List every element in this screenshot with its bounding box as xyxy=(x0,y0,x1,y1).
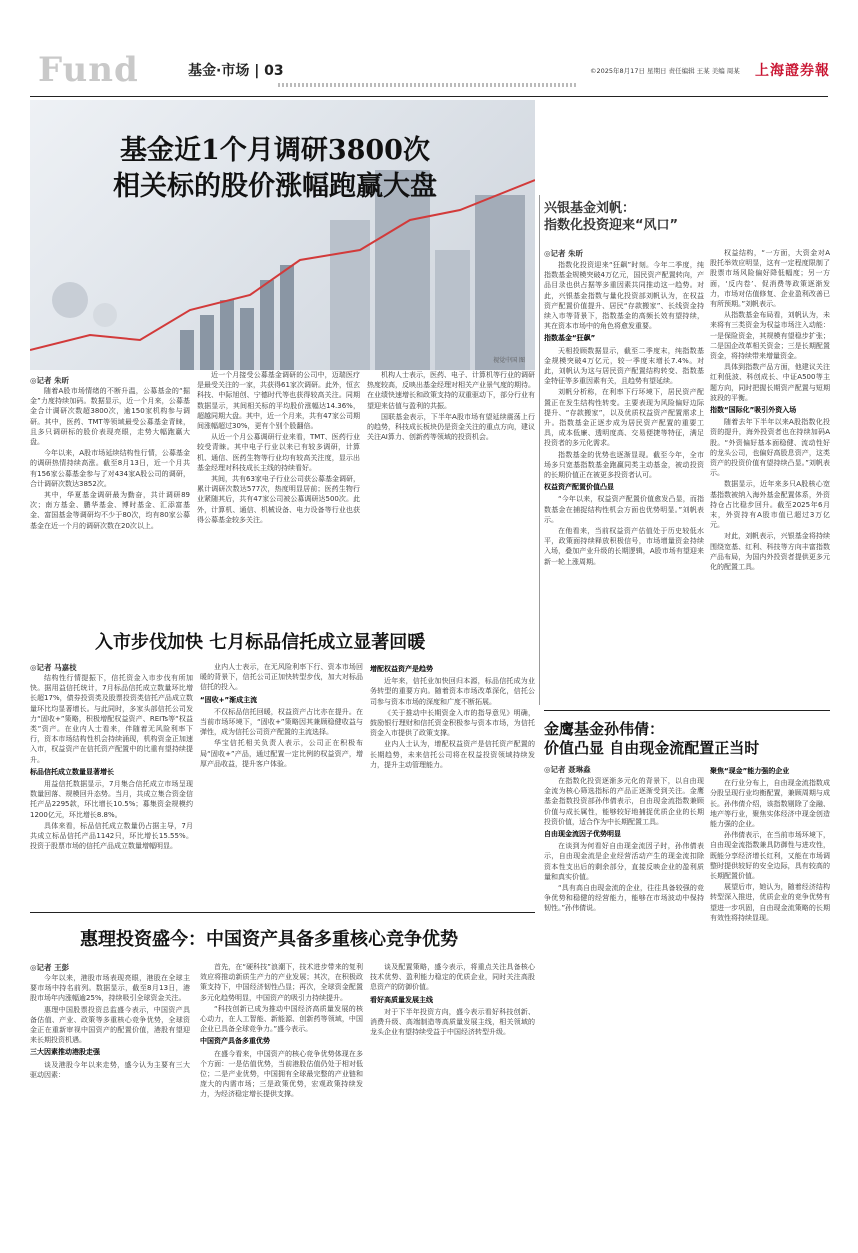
art5-col2: 首先，在“硬科技”浪潮下，技术进步带来的复利效应将推动新质生产力的产业发展；其次，在积极政策支持下，中国经济韧性凸显；再次，全球资金配置多元化趋势明显，中国资产的吸引力持续提升。 “科技创新已成为推动中国经济高质量发展的核心动力，在人工智能、新能源、创新药等领域，中国企业已具备全球竞争力。”盛今表示。 中国资产具备多重优势 在盛今看来，中国资产的核心竞争优势体现在多个方面：一是估值优势，当前港股估值仍处于相对低位；二是产业优势，中国拥有全球最完整的产业链和庞大的内需市场；三是政策优势，宏观政策持续发力，为经济稳定增长提供支撑。 xyxy=(200,963,363,1099)
art5-byline: ◎记者 王彭 xyxy=(30,963,70,972)
fund-logo: Fund xyxy=(38,50,139,90)
art1-byline: ◎记者 朱昕 xyxy=(30,376,70,385)
art4-top-rule xyxy=(544,710,830,711)
art1-col2: 近一个月接受公募基金调研的公司中，迈瑞医疗是最受关注的一家，共获得61家次调研。此外，恒玄科技、中际旭创、宁德时代等也获得较高关注。同期数据显示，其间相关标的平均股价涨幅达14.36%，超越同期大盘。其中，近一个月来，共有47家公司期间涨幅超过30%，更有个别个股翻倍。 从近一个月公募调研行业来看，TMT、医药行业较受青睐。其中电子行业以来已有较多调研，计算机、通信、医药生物等行业均有较高关注度，显示出基金经理对科技成长主线的持续看好。 其间，共有63家电子行业公司获公募基金调研，累计调研次数达577次，热度明显居前；医药生物行业紧随其后，共有47家公司被公募调研达500次。此外，计算机、通信、机械设备、电力设备等行业也获得公募基金较多关注。 xyxy=(197,371,360,524)
art1-col1: 随着A股市场情绪的不断升温，公募基金的“掘金”力度持续加码。数据显示，近一个月来，公募基金合计调研次数超3800次，逾150家机构参与调研。其中，医药、TMT等领域最受公募基金青睐，且多只调研标的股价表现亮眼，走势大幅跑赢大盘。 今年以来，A股市场延续结构性行情，公募基金的调研热情持续高涨。截至8月13日，近一个月共有156家公募基金参与了对434家A股公司的调研，合计调研次数达3852次。 其中，华夏基金调研最为勤奋，共计调研89次；南方基金、鹏华基金、博时基金、汇添富基金、富国基金等调研均不少于80次，均有80家公募基金在近一个月的调研次数在20次以上。 xyxy=(30,387,190,530)
art4-col2: 聚焦“现金”能力强的企业 在行业分布上，自由现金流指数成分股呈现行业均衡配置，兼顾周期与成长。孙伟倩介绍，该指数剔除了金融、地产等行业，聚焦实体经济中现金创造能力强的企业。 孙伟倩表示，在当前市场环境下，自由现金流指数兼具防御性与进攻性，既能分享经济增长红利，又能在市场调整时提供较好的安全边际，具有较高的长期配置价值。 展望后市，她认为，随着经济结构转型深入推进，优质企业的竞争优势有望进一步巩固，自由现金流策略的长期有效性将持续显现。 xyxy=(710,767,830,922)
art2-headline: 兴银基金刘帆： 指数化投资迎来“风口” xyxy=(544,201,679,233)
art3-byline: ◎记者 马嘉枝 xyxy=(30,663,77,672)
art5-col1: 今年以来，港股市场表现亮眼，港股在全球主要市场中持名前列。数据显示，截至8月13日，港股市场年内涨幅逾25%，持续吸引全球资金关注。 惠理中国股票投资总监盛今表示，中国资产具备估值、产业、政策等多重核心竞争优势，全球资金正在重新审视中国资产的配置价值，港股有望迎来长期投资机遇。 三大因素推动港股走强 谈及港股今年以来走势，盛今认为主要有三大驱动因素： xyxy=(30,974,190,1079)
art3-col1: 结构性行情提振下，信托资金入市步伐有所加快。据用益信托统计，7月标品信托成立数量环比增长超17%，债券投资类及股票投资类信托产品成立数量环比均显著增长。与此同时，多家头部信托公司发力“固收+”策略，积极增配权益资产、REITs等“权益类”资产。在业内人士看来，伴随着无风险利率下行，资本市场结构性机会持续涌现，机构资金正加速入市，权益资产在信托资产配置中的比重有望持续提升。 标品信托成立数量显著增长 用益信托数据显示，7月集合信托成立市场呈现数量回落、规模回升态势。当月，共成立集合资金信托产品2295款，环比增长10.5%；募集资金规模约1200亿元，环比增长8.8%。 具体来看，标品信托成立数量仍占据主导，7月共成立标品信托产品1142只，环比增长15.55%。投资于股票市场的信托产品成立数量增幅明显。 xyxy=(30,674,193,851)
art5-col3: 谈及配置策略，盛今表示，将重点关注具备核心技术优势、盈利能力稳定的优质企业，同时关注高股息资产的防御价值。 看好高质量发展主线 对于下半年投资方向，盛今表示看好科技创新、消费升级、高端制造等高质量发展主线，相关领域的龙头企业有望持续受益于中国经济转型升级。 xyxy=(370,963,535,1037)
art3-col3: 增配权益资产是趋势 近年来，信托业加快回归本源，标品信托成为业务转型的重要方向。随着资本市场改革深化，信托公司参与资本市场的深度和广度不断拓展。 《关于推动中长期资金入市的指导意见》明确，鼓励银行理财和信托资金积极参与资本市场，为信托资金入市提供了政策支撑。 业内人士认为，增配权益资产是信托资产配置的长期趋势，未来信托公司将在权益投资领域持续发力，提升主动管理能力。 xyxy=(370,665,535,769)
art2-byline: ◎记者 朱昕 xyxy=(544,249,584,258)
art4-byline: ◎记者 聂琳淼 xyxy=(544,765,591,774)
column-divider xyxy=(539,195,540,705)
art2-col1: 指数化投资迎来“狂飙”时刻。今年二季度，纯指数基金规模突破4万亿元，国民资产配置转向，产品目录也供占据等多重因素共同推动这一趋势。对此，兴银基金指数与量化投资部刘帆认为，在权益资产配置价值提升、居民“存款搬家”、长线资金持续入市等背景下，指数基金的高频长效有望持续，其在资本市场中的角色将愈发重要。 指数基金“狂飙” 天相投顾数据显示，截至二季度末，纯指数基金规模突破4万亿元，较一季度末增长7.4%。对此，刘帆认为这与居民资产配置结构转变、指数基金特征等多重因素有关，且趋势有望延续。 刘帆分析称，在利率下行环境下，居民资产配置正在发生结构性转变。主要表现为风险偏好边际提升、“存款搬家”，以及优质权益资产配置需求上升。指数基金正逐步成为居民资产配置的重要工具，成本低廉、透明度高、交易便捷等特征，满足投资者的多元化需求。 指数基金的优势也逐渐显现。截至今年，全市场多只宽基指数基金跑赢同类主动基金，被动投资的长期价值正在被更多投资者认可。 权益资产配置价值凸显 “今年以来，权益资产配置价值愈发凸显，而指数基金在捕捉结构性机会方面也优势明显。”刘帆表示。 在他看来，当前权益资产估值处于历史较低水平，政策面持续释放积极信号，市场增量资金持续入场，叠加产业升级的长期逻辑，A股市场有望迎来新一轮上涨周期。 xyxy=(544,261,704,566)
masthead: 上海證券報 xyxy=(755,63,830,79)
hero-headline: 基金近1个月调研3800次 相关标的股价涨幅跑赢大盘 xyxy=(113,135,437,202)
page-header xyxy=(0,0,858,98)
issue-meta: ©2025年8月17日 星期日 责任编辑 王某 美编 周某 xyxy=(590,67,740,75)
header-dots xyxy=(278,83,578,87)
art1-col3: 机构人士表示，医药、电子、计算机等行业的调研热度较高，反映出基金经理对相关产业景气度的期待。在业绩快速增长和政策支持的双重驱动下，部分行业有望迎来估值与盈利的共振。 国联基金表示，下半年A股市场有望延续震荡上行的趋势，科技成长板块仍是资金关注的重点方向，建议关注AI算力、创新药等领域的投资机会。 xyxy=(367,371,535,442)
art3-headline: 入市步伐加快 七月标品信托成立显著回暖 xyxy=(95,632,426,653)
hero-caption: 视觉中国 图 xyxy=(493,357,525,364)
art4-headline: 金鹰基金孙伟倩： 价值凸显 自由现金流配置正当时 xyxy=(544,720,760,757)
section-label: 基金·市场 | 03 xyxy=(188,63,284,79)
art2-col2: 权益结构，“一方面，大资金对A股托举效应明显，这有一定程度限制了股票市场风险偏好降低幅度；另一方面，‘反内卷’、促消费等政策逐渐发力，市场对估值修复、企业盈利改善已有所预期。”刘帆表示。 从指数基金布局看，刘帆认为，未来将有三类资金为权益市场注入动能：一是保险资金，其规模有望稳步扩张；二是国企改革相关资金；三是长期配置资金，将持续带来增量资金。 具体到指数产品方面，他建议关注红利低波、科创成长、中证A500等主题方向，同时把握长期资产配置与短期波段的平衡。 指数“国际化”吸引外资入场 随着去年下半年以来A股指数化投资的提升，海外投资者也在持续加码A股。“外资偏好基本面稳健、流动性好的龙头公司，也偏好高股息资产，这类资产的投资价值有望持续凸显。”刘帆表示。 数据显示，近年来多只A股核心宽基指数被纳入海外基金配置体系，外资持仓占比稳步回升。截至2025年6月末，外资持有A股市值已超过3万亿元。 对此，刘帆表示，兴银基金将持续围绕宽基、红利、科技等方向丰富指数产品布局，为国内外投资者提供更多元化的配置工具。 xyxy=(710,249,830,572)
art5-top-rule xyxy=(30,912,535,913)
art3-col2: 业内人士表示，在无风险利率下行、资本市场回暖的背景下，信托公司正加快转型步伐，加大对标品信托的投入。 “固收+”渐成主流 不仅标品信托回暖，权益资产占比亦在提升。在当前市场环境下，“固收+”策略因其兼顾稳健收益与弹性，成为信托公司资产配置的主流选择。 华宝信托相关负责人表示，公司正在积极布局“固收+”产品，通过配置一定比例的权益资产，增厚产品收益，提升客户体验。 xyxy=(200,663,363,768)
header-rule xyxy=(30,96,828,97)
art5-headline: 惠理投资盛今：中国资产具备多重核心竞争优势 xyxy=(80,929,458,950)
art4-col1: 在指数化投资逐渐多元化的背景下，以自由现金流为核心筛选指标的产品正逐渐受到关注。金鹰基金指数投资部孙伟倩表示，自由现金流指数兼顾价值与成长属性，能够较好地捕捉优质企业的长期投资价值，适合作为中长期配置工具。 自由现金流因子优势明显 在谈到为何看好自由现金流因子时，孙伟倩表示，自由现金流是企业经营活动产生的现金流扣除资本性支出后的剩余部分，直接反映企业的盈利质量和真实价值。 “具有高自由现金流的企业，往往具备较强的竞争优势和稳健的经营能力，能够在市场波动中保持韧性。”孙伟倩说。 xyxy=(544,777,704,913)
